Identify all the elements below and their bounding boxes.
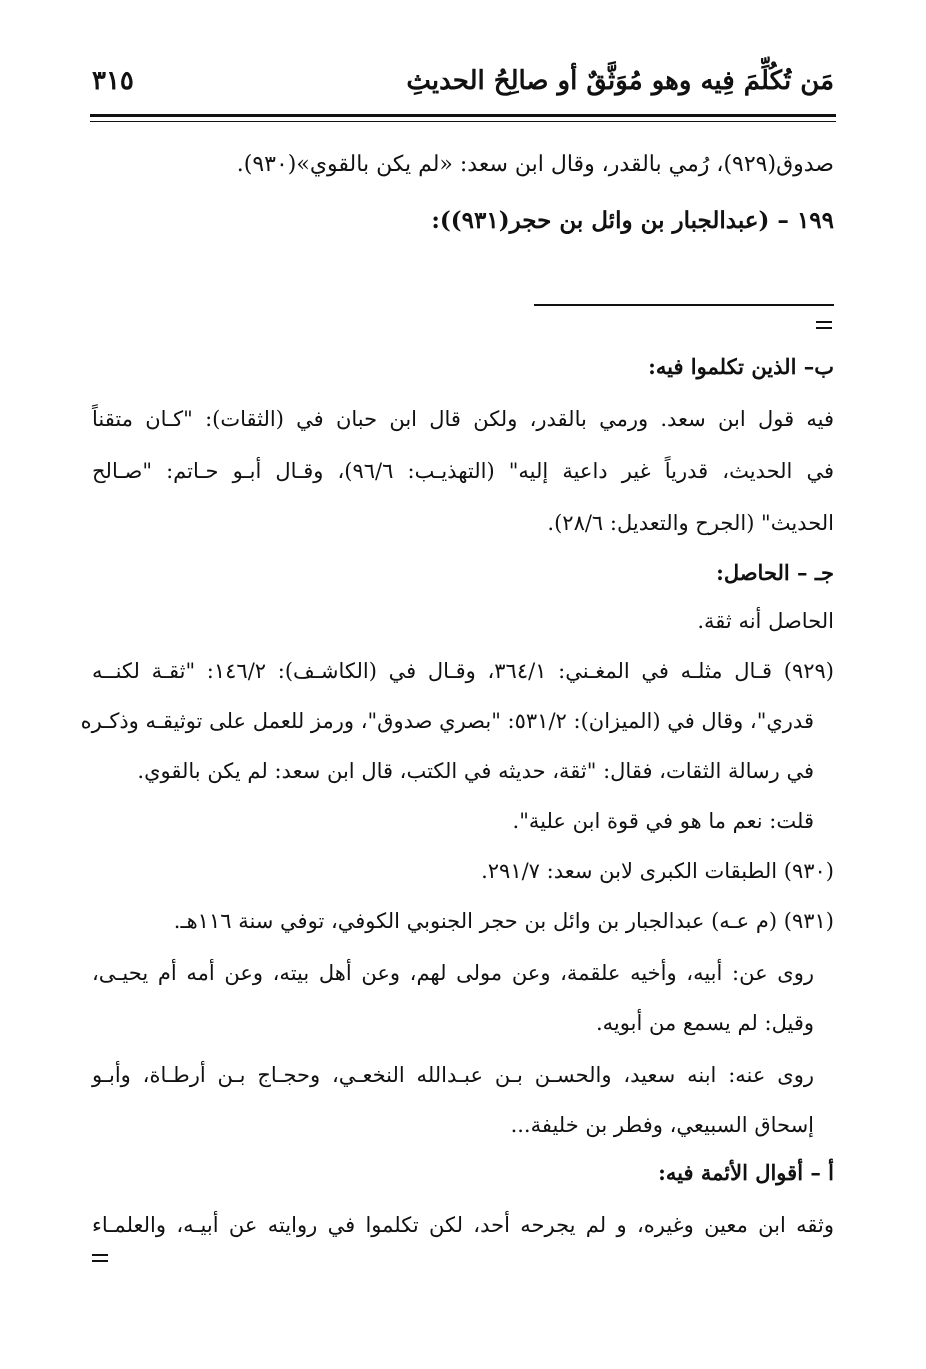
section-b-line: في الحديث، قدرياً غير داعية إليه" (التهذيـب: ٩٦/٦)، وقـال أبـو حـاتم: "صـالح bbox=[92, 459, 834, 483]
footnote-separator bbox=[534, 304, 834, 306]
section-b-line: الحديث" (الجرح والتعديل: ٢٨/٦). bbox=[547, 511, 834, 535]
footnote-931-line: روى عنه: ابنه سعيد، والحسـن بـن عبـدالله النخعـي، وحجـاج بـن أرطـاة، وأبـو bbox=[92, 1063, 814, 1087]
continuation-mark bbox=[92, 1254, 108, 1262]
continuation-mark bbox=[816, 321, 832, 329]
footnote-929-line: (٩٢٩) قـال مثلـه في المغـني: ٣٦٤/١، وقـال في (الكاشـف): ١٤٦/٢: "ثقـة لكنــه bbox=[92, 659, 834, 683]
section-b-heading: ب– الذين تكلموا فيه: bbox=[648, 354, 834, 379]
footnote-931-line: وقيل: لم يسمع من أبويه. bbox=[595, 1011, 814, 1035]
footnote-931-line: روى عن: أبيه، وأخيه علقمة، وعن مولى لهم، وعن أهل بيته، وعن أمه أم يحيـى، bbox=[92, 961, 814, 985]
running-title: مَن تُكُلِّمَ فِيه وهو مُوَثَّقٌ أو صالِحُ الحديثِ bbox=[406, 66, 834, 96]
footnote-931-line: إسحاق السبيعي، وفطر بن خليفة... bbox=[510, 1113, 814, 1137]
section-c-text: الحاصل أنه ثقة. bbox=[697, 609, 834, 633]
footnote-929-line: في رسالة الثقات، فقال: "ثقة، حديثه في الكتب، قال ابن سعد: لم يكن بالقوي. bbox=[137, 759, 814, 783]
footnote-931-line: (٩٣١) (م عـه) عبدالجبار بن وائل بن حجر الجنوبي الكوفي، توفي سنة ١١٦هـ. bbox=[173, 909, 834, 933]
section-c-heading: جـ – الحاصل: bbox=[716, 560, 834, 585]
section-b-line: فيه قول ابن سعد. ورمي بالقدر، ولكن قال ابن حبان في (الثقات): "كـان متقناً bbox=[92, 407, 834, 431]
entry-heading: ١٩٩ – (عبدالجبار بن وائل بن حجر(٩٣١)): bbox=[431, 207, 834, 234]
header-rule-thin bbox=[90, 121, 836, 122]
footnote-929-line: قدري"، وقال في (الميزان): ٥٣١/٢: "بصري صدوق"، ورمز للعمل على توثيقـه وذكـره bbox=[80, 709, 814, 733]
subheading-imams: أ – أقوال الأئمة فيه: bbox=[658, 1160, 834, 1185]
footnote-929-line: قلت: نعم ما هو في قوة ابن علية". bbox=[512, 809, 814, 833]
main-text-line: صدوق(٩٢٩)، رُمي بالقدر، وقال ابن سعد: «لم يكن بالقوي»(٩٣٠). bbox=[236, 152, 834, 177]
page-number: ٣١٥ bbox=[92, 66, 134, 96]
footnote-930: (٩٣٠) الطبقات الكبرى لابن سعد: ٢٩١/٧. bbox=[481, 859, 834, 883]
header-rule-thick bbox=[90, 114, 836, 117]
footnote-last-line: وثقه ابن معين وغيره، و لم يجرحه أحد، لكن تكلموا في روايته عن أبيـه، والعلمـاء bbox=[92, 1213, 834, 1237]
